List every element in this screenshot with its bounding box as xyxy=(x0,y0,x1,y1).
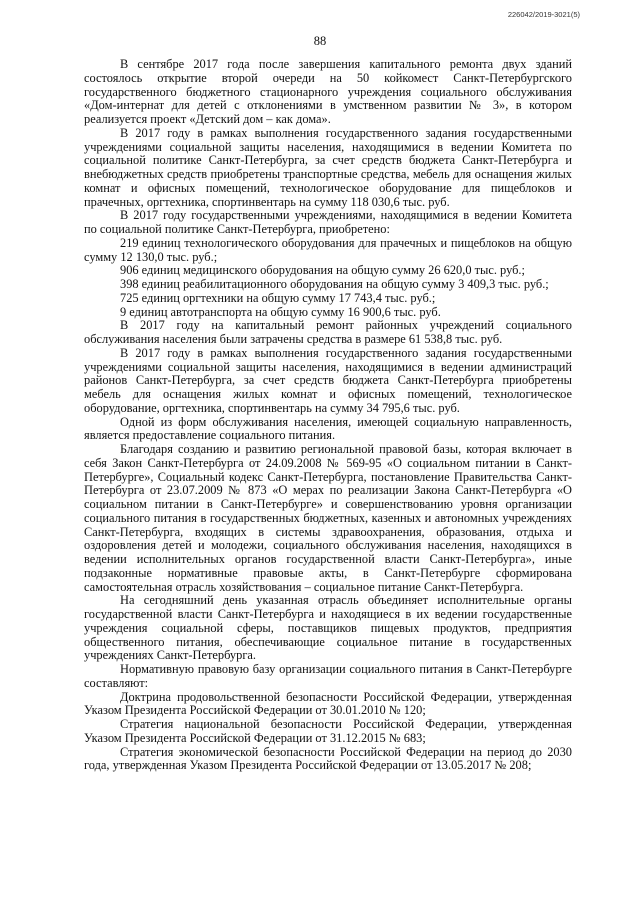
paragraph: На сегодняшний день указанная отрасль объединяет исполнительные органы государственной власти Санкт-Петербурга и находящиеся в их ведении государственные учреждения социальной сферы, поставщиков пищевых продуктов, предприятия общественного питания, обеспечивающие социальное питание в государственных учреждениях Санкт-Петербурга. xyxy=(84,593,572,663)
list-item: 398 единиц реабилитационного оборудования на общую сумму 3 409,3 тыс. руб.; xyxy=(120,277,549,291)
list-item: Стратегия экономической безопасности Российской Федерации на период до 2030 года, утвержденная Указом Президента Российской Федерации от 13.05.2017 № 208; xyxy=(84,744,572,773)
paragraph: В 2017 году государственными учреждениями, находящимися в ведении Комитета по социальной политике Санкт-Петербурга, приобретено: xyxy=(84,208,572,236)
paragraph: В 2017 году на капитальный ремонт районных учреждений социального обслуживания населения были затрачены средства в размере 61 538,8 тыс. руб. xyxy=(84,318,572,346)
page-number: 88 xyxy=(313,34,327,48)
list-item: 906 единиц медицинского оборудования на общую сумму 26 620,0 тыс. руб.; xyxy=(120,263,525,278)
list-item: Доктрина продовольственной безопасности Российской Федерации, утвержденная Указом Президента Российской Федерации от 30.01.2010 № 120; xyxy=(84,689,572,718)
list-item: 725 единиц оргтехники на общую сумму 17 743,4 тыс. руб.; xyxy=(120,290,436,305)
paragraph: Благодаря созданию и развитию региональной правовой базы, которая включает в себя Закон Санкт-Петербурга от 24.09.2008 № 569-95 «О социальном питании в Санкт-Петербурге», Социальный кодекс Санкт-Петербурга, постановление Правительства Санкт-Петербурга от 23.07.2009 № 873 «О мерах по реализации Закона Санкт-Петербурга «О социальном питании в Санкт-Петербурге» и совершенствованию уровня организации социального питания в государственных бюджетных, казенных и автономных учреждениях Санкт-Петербурга, входящих в системы здравоохранения, образования, отдыха и оздоровления детей и молодежи, социального обслуживания населения, находящихся в ведении исполнительных органов государственной власти Санкт-Петербурга», иные подзаконные нормативные правовые акты, в Санкт-Петербурге сформирована самостоятельная отрасль хозяйствования – социальное питание Санкт-Петербурга. xyxy=(84,442,572,594)
paragraph: В 2017 году в рамках выполнения государственного задания государственными учреждениями социальной защиты населения, находящимися в ведении администраций районов Санкт-Петербурга, за счет средств бюджета Санкт-Петербурга приобретены мебель для оснащения жилых комнат и офисных помещений, технологическое оборудование, оргтехника, спортинвентарь на сумму 34 795,6 тыс. руб. xyxy=(84,345,572,415)
list-item: Стратегия национальной безопасности Российской Федерации, утвержденная Указом Президента Российской Федерации от 31.12.2015 № 683; xyxy=(84,717,572,745)
list-item: 9 единиц автотранспорта на общую сумму 16 900,6 тыс. руб. xyxy=(120,304,441,319)
paragraph: В сентябре 2017 года после завершения капитального ремонта двух зданий состоялось открытие второй очереди на 50 койкомест Санкт-Петербургского государственного бюджетного стационарного учреждения социального обслуживания «Дом-интернат для детей с отклонениями в умственном развитии № 3», в котором реализуется проект «Детский дом – как дома». xyxy=(84,57,572,126)
paragraph: Нормативную правовую базу организации социального питания в Санкт-Петербурге составляют: xyxy=(84,662,572,690)
document-body xyxy=(84,58,572,773)
paragraph: В 2017 году в рамках выполнения государственного задания государственными учреждениями социальной защиты населения, находящимися в ведении Комитета по социальной политике Санкт-Петербурга, за счет средств бюджета Санкт-Петербурга и внебюджетных средств приобретены транспортные средства, мебель для оснащения жилых комнат и офисных помещений, технологическое оборудование для пищеблоков и прачечных, оргтехника, спортинвентарь на сумму 118 030,6 тыс. руб. xyxy=(84,125,572,209)
document-id: 226042/2019-3021(5) xyxy=(507,10,580,19)
list-item: 219 единиц технологического оборудования для прачечных и пищеблоков на общую сумму 12 130,0 тыс. руб.; xyxy=(84,235,572,264)
paragraph: Одной из форм обслуживания населения, имеющей социальную направленность, является предоставление социального питания. xyxy=(84,414,572,443)
